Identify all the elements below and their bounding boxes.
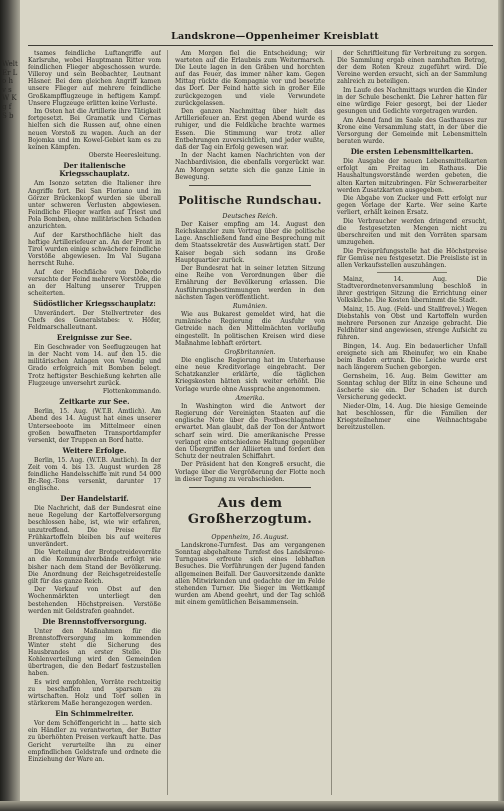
- paragraph-rule: [377, 272, 447, 273]
- section-title: Politische Rundschau.: [178, 193, 322, 207]
- section-heading: Ein Schimmelreiter.: [55, 709, 134, 719]
- section-divider: [189, 185, 311, 186]
- subsection-heading: Amerika.: [235, 394, 265, 402]
- paragraph: Den ganzen Nachmittag über hielt das Artilleriefeuer an. Erst gegen Abend wurde es ruhiger, und die Feldküche brachte warmes Essen. Die Stimmung war trotz aller Entbehrungen zuversichtlich, und jeder wußte, daß der Tag ein Erfolg gewesen war.: [175, 108, 325, 151]
- section-heading: Südöstlicher Kriegsschauplatz:: [33, 298, 156, 308]
- paragraph: der Schriftleitung für Verbreitung zu sorgen. Die Sammlung ergab einen namhaften Betrag, der dem Roten Kreuz zugeführt wird. Die Vereine werden ersucht, sich an der Sammlung zahlreich zu beteiligen.: [337, 50, 487, 86]
- paragraph: Im Osten hat die Artillerie ihre Tätigkeit fortgesetzt. Bei Gramatik und Cernas hielten sich die Russen auf, ohne einen neuen Vorstoß zu wagen. Auch an der Bojomka und im Kowel-Gebiet kam es zu keinen Kämpfen.: [28, 108, 161, 151]
- paragraph: Die Abgabe von Zucker und Fett erfolgt nur gegen Vorlage der Karte. Wer seine Karte verliert, erhält keinen Ersatz.: [337, 195, 487, 217]
- paragraph: In Washington wird die Antwort der Regierung der Vereinigten Staaten auf die englische Note über die Postbeschlagnahme erwartet. Man glaubt, daß der Ton der Antwort scharf sein wird. Die amerikanische Presse verlangt eine entschiedene Haltung gegenüber den Übergriffen der Alliierten und fordert den Schutz der neutralen Schiffahrt.: [175, 403, 325, 460]
- paragraph: Im Laufe des Nachmittags wurden die Kinder in der Schule beschenkt. Die Lehrer hatten für eine würdige Feier gesorgt, bei der Lieder gesungen und Gedichte vorgetragen wurden.: [337, 86, 487, 116]
- paragraph: Der Bundesrat hat in seiner letzten Sitzung eine Reihe von Verordnungen über die Ernährung der Bevölkerung erlassen. Die Ausführungsbestimmungen werden in den nächsten Tagen veröffentlicht.: [175, 265, 325, 301]
- paragraph: Die Preisprüfungsstelle hat die Höchstpreise für Gemüse neu festgesetzt. Die Preisliste ist in allen Verkaufsstellen auszuhängen.: [337, 247, 487, 270]
- paragraph: Auf der Hochfläche von Doberdo versuchte der Feind mehrere Vorstöße, die an der Haltung unserer Truppen scheiterten.: [28, 268, 161, 297]
- paragraph: Die Ausgabe der neuen Lebensmittelkarten erfolgt am Freitag im Rathaus. Die Haushaltungsvorstände werden gebeten, die alten Karten mitzubringen. Für Schwerarbeiter werden Zusatzkarten ausgegeben.: [337, 158, 487, 194]
- column-middle: [175, 50, 325, 795]
- dateline: Oppenheim, 16. August.: [211, 533, 289, 541]
- section-heading: Zeitkarte zur See.: [59, 397, 130, 407]
- column-divider: [167, 50, 168, 795]
- section-title: Aus dem Großherzogtum.: [187, 495, 313, 527]
- page-edge: [0, 801, 504, 811]
- paragraph: Es wird empfohlen, Vorräte rechtzeitig zu beschaffen und sparsam zu wirtschaften. Holz und Torf sollen in stärkerem Maße herangezogen werden.: [28, 678, 161, 708]
- paragraph: Berlin, 15. Aug. (W.T.B. Amtlich). In der Zeit vom 4. bis 13. August wurden 28 feindliche Handelsschiffe mit rund 54 000 Br.-Reg.-Tons versenkt, darunter 17 englische.: [28, 456, 161, 493]
- adjacent-page-fragment: Welt Er Lo h v s W K g f S b: [2, 60, 18, 120]
- section-divider: [189, 487, 311, 488]
- page-edge: [498, 0, 504, 811]
- paragraph: Wie aus Bukarest gemeldet wird, hat die rumänische Regierung die Ausfuhr von Getreide nach den Mittelmächten vorläufig eingestellt. In politischen Kreisen wird diese Maßnahme lebhaft erörtert.: [175, 311, 325, 347]
- paragraph: In der Nacht kamen Nachrichten von der Nachbardivision, die ebenfalls vorgerückt war. Am Morgen setzte sich die ganze Linie in Bewegung.: [175, 152, 325, 181]
- paragraph: Der Verkauf von Obst auf den Wochenmärkten unterliegt den bestehenden Höchstpreisen. Verstöße werden mit Geldstrafen geahndet.: [28, 586, 161, 615]
- paragraph: Mainz, 14. Aug. Die Stadtverordnetenversammlung beschloß in ihrer gestrigen Sitzung die Errichtung einer Volksküche. Die Kosten übernimmt die Stadt.: [337, 276, 487, 305]
- paragraph: Gernsheim, 16. Aug. Beim Gewitter am Sonntag schlug der Blitz in eine Scheune und äscherte sie ein. Der Schaden ist durch Versicherung gedeckt.: [337, 372, 487, 402]
- column-left: [28, 50, 161, 795]
- paragraph: Auf der Karsthochfläche hielt das heftige Artilleriefeuer an. An der Front in Tirol wurden einige schwächere feindliche Vorstöße abgewiesen. Im Val Sugana herrscht Ruhe.: [28, 231, 161, 267]
- paragraph: Am Abend fand im Saale des Gasthauses zur Krone eine Versammlung statt, in der über die Versorgung der Gemeinde mit Lebensmitteln beraten wurde.: [337, 116, 487, 146]
- paragraph: Am Morgen fiel die Entscheidung; wir warteten auf die Erlaubnis zum Weitermarsch. Die Leute lagen in den Gräben und horchten auf das Feuer, das immer näher kam. Gegen Mittag rückte die Kompagnie vor und besetzte das Dorf. Der Feind hatte sich in großer Eile zurückgezogen und viele Verwundete zurückgelassen.: [175, 50, 325, 107]
- masthead: Landskrone—Oppenheimer Kreisblatt: [171, 31, 379, 42]
- paragraph: Am Isonzo setzten die Italiener ihre Angriffe fort. Bei San Floriano und im Görzer Brückenkopf wurden sie überall unter schweren Verlusten abgewiesen. Feindliche Flieger warfen auf Triest und Pola Bomben, ohne militärischen Schaden anzurichten.: [28, 180, 161, 230]
- paragraph: Vor dem Schöffengericht in ... hatte sich ein Händler zu verantworten, der Butter zu überhöhten Preisen verkauft hatte. Das Gericht verurteilte ihn zu einer empfindlichen Geldstrafe und ordnete die Einziehung der Ware an.: [28, 720, 161, 763]
- signature-line: Flottenkommando.: [102, 388, 161, 396]
- paragraph: Die Verbraucher werden dringend ersucht, die festgesetzten Mengen nicht zu überschreiten und mit den Vorräten sparsam umzugehen.: [337, 217, 487, 247]
- column-divider: [331, 50, 332, 795]
- paragraph: Der Kaiser empfing am 14. August den Reichskanzler zum Vortrag über die politische Lage. Anschließend fand eine Besprechung mit dem Staatssekretär des Auswärtigen statt. Der Kaiser begab sich sodann ins Große Hauptquartier zurück.: [175, 221, 325, 264]
- paragraph: tsames feindliche Luftangriffe auf Karlsruhe, wobei Hauptmann Ritter vom feindlichen Flieger abgeschossen wurde. Villeroy und sein Beobachter, Leutnant Häsner. Bei dem gleichen Angriff kamen unsere Flieger auf mehrere feindliche Großkampfflugzeuge in heftigem Kampf. Unsere Flugzeuge erlitten keine Verluste.: [28, 50, 161, 107]
- section-heading: Weitere Erfolge.: [62, 445, 127, 455]
- paragraph: Mainz, 15. Aug. (Feld- und Stallfrevel.) Wegen Diebstahls von Obst und Kartoffeln wurden mehrere Personen zur Anzeige gebracht. Die Feldhüter sind angewiesen, strenge Aufsicht zu führen.: [337, 306, 487, 342]
- column-right: [337, 50, 487, 795]
- section-heading: Ereignisse zur See.: [56, 333, 133, 343]
- section-heading: Die ersten Lebensmittelkarten.: [350, 147, 474, 157]
- paragraph: Der Präsident hat den Kongreß ersucht, die Vorlage über die Vergrößerung der Flotte noch in dieser Tagung zu verabschieden.: [175, 461, 325, 483]
- paragraph: Die Verteilung der Brotgetreidevorräte an die Kommunalverbände erfolgt wie bisher nach dem Stand der Bevölkerung. Die Anordnung der Reichsgetreidestelle gilt für das ganze Reich.: [28, 549, 161, 585]
- paragraph: Landskrone-Turnfest. Das am vergangenen Sonntag abgehaltene Turnfest des Landskrone-Turngaues erfreute sich eines lebhaften Besuches. Die Vorführungen der Jugend fanden allgemeinen Beifall. Der Gauvorsitzende dankte allen Mitwirkenden und gedachte der im Felde stehenden Turner. Die Sieger im Wettkampf wurden am Abend geehrt, und der Tag schloß mit einem gemütlichen Beisammensein.: [175, 542, 325, 606]
- paragraph: Unverändert. Der Stellvertreter des Chefs des Generalstabes: v. Höfer, Feldmarschalleutnant.: [28, 309, 161, 332]
- section-heading: Die Brennstoffversorgung.: [42, 616, 147, 626]
- subsection-heading: Deutsches Reich.: [222, 212, 278, 220]
- section-heading: Der italienische Kriegsschauplatz.: [59, 161, 130, 179]
- signature-line: Oberste Heeresleitung.: [88, 152, 161, 160]
- paragraph: Die Nachricht, daß der Bundesrat eine neue Regelung der Kartoffelversorgung beschlossen habe, ist, wie wir erfahren, unzutreffend. Die Preise für Frühkartoffeln bleiben bis auf weiteres unverändert.: [28, 505, 161, 548]
- paragraph: Bingen, 14. Aug. Ein bedauerlicher Unfall ereignete sich am Rheinufer, wo ein Knabe beim Baden ertrank. Die Leiche wurde erst nach längerem Suchen geborgen.: [337, 342, 487, 372]
- subsection-heading: Rumänien.: [232, 302, 268, 310]
- section-heading: Der Handelstarif.: [60, 494, 129, 504]
- masthead-rule: [28, 45, 493, 46]
- paragraph: Nieder-Olm, 14. Aug. Die hiesige Gemeinde hat beschlossen, für die Familien der Kriegsteilnehmer eine Weihnachtsgabe bereitzustellen.: [337, 402, 487, 431]
- binding-edge: [0, 0, 20, 811]
- paragraph: Unter den Maßnahmen für die Brennstoffversorgung im kommenden Winter steht die Sicherung des Hausbrandes an erster Stelle. Die Kohlenverteilung wird den Gemeinden übertragen, die den Bedarf festzustellen haben.: [28, 627, 161, 678]
- subsection-heading: Großbritannien.: [224, 348, 276, 356]
- paragraph: Berlin, 15. Aug. (W.T.B. Amtlich). Am Abend des 14. August hat eines unserer Unterseeboote im Mittelmeer einen großen bewaffneten Transportdampfer versenkt, der Truppen an Bord hatte.: [28, 408, 161, 444]
- paragraph: Ein Geschwader von Seeflugzeugen hat in der Nacht vom 14. auf den 15. die militärischen Anlagen von Venedig und Grado erfolgreich mit Bomben belegt. Trotz heftigster Beschießung kehrten alle Flugzeuge unversehrt zurück.: [28, 344, 161, 387]
- paragraph: Die englische Regierung hat im Unterhause eine neue Kreditvorlage eingebracht. Der Schatzkanzler erklärte, die täglichen Kriegskosten hätten sich weiter erhöht. Die Vorlage wurde ohne Aussprache angenommen.: [175, 357, 325, 393]
